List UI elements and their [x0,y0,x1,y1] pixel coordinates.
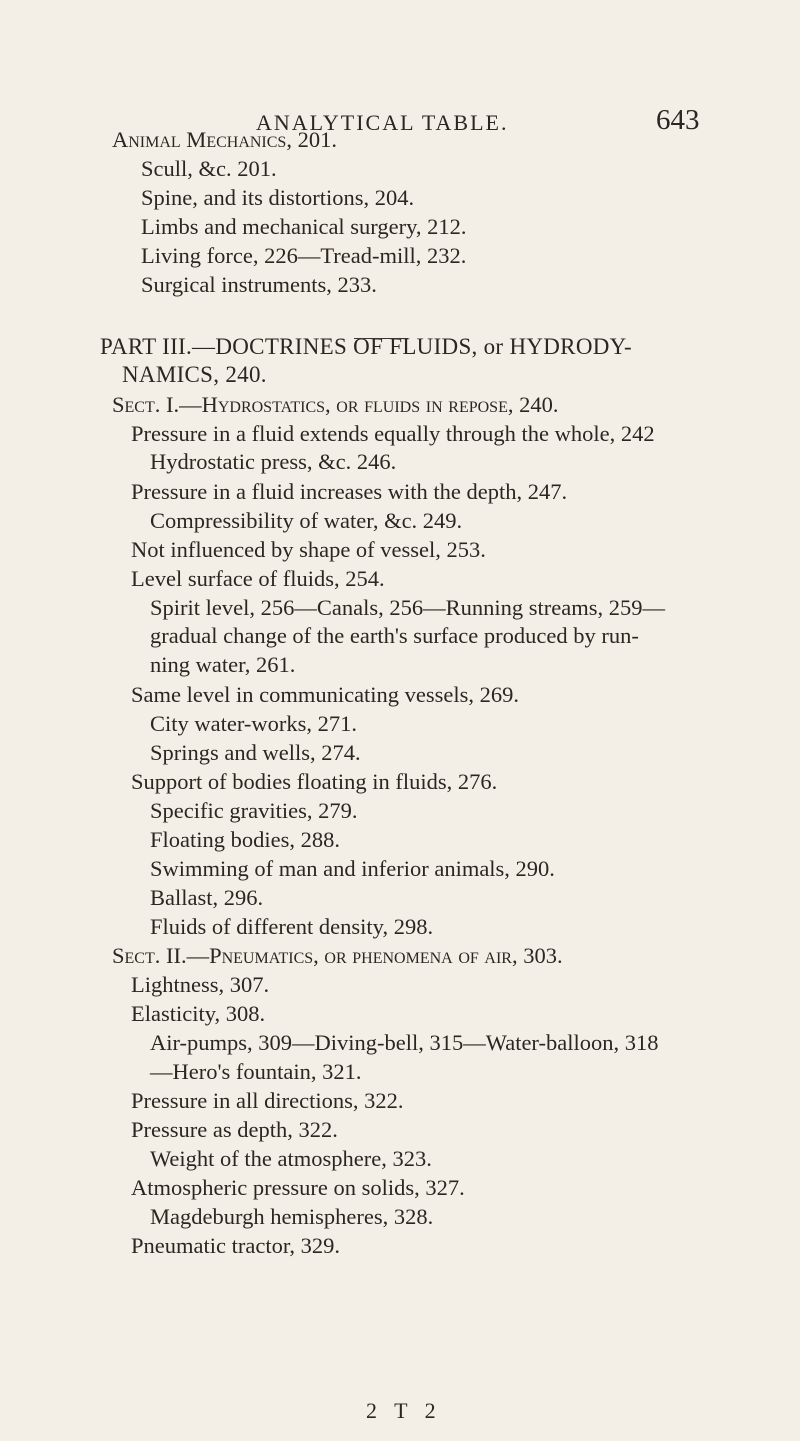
index-entry: Hydrostatic press, &c. 246. [150,449,397,474]
index-entry: Level surface of fluids, 254. [131,566,385,591]
index-entry: Spine, and its distortions, 204. [141,185,415,210]
index-entry: Pressure in a fluid extends equally through the whole, 242 [131,421,655,446]
index-entry: Support of bodies floating in fluids, 276. [131,769,498,794]
section-divider-rule [354,338,408,339]
part-heading: NAMICS, 240. [122,362,267,387]
section-heading: Animal Mechanics, 201. [112,127,337,152]
index-entry: Not influenced by shape of vessel, 253. [131,537,486,562]
signature-mark: 2 T 2 [366,1398,442,1423]
section-heading: Sect. II.—Pneumatics, or phenomena of air, 303. [112,943,563,968]
index-entry: Spirit level, 256—Canals, 256—Running streams, 259— [150,595,665,620]
index-entry: Fluids of different density, 298. [150,914,434,939]
running-title: ANALYTICAL TABLE. [256,110,509,135]
index-entry: Limbs and mechanical surgery, 212. [141,214,467,239]
index-entry: Compressibility of water, &c. 249. [150,508,463,533]
part-heading: PART III.—DOCTRINES OF FLUIDS, or HYDRODY- [100,334,632,359]
index-entry: —Hero's fountain, 321. [150,1059,362,1084]
index-entry: Air-pumps, 309—Diving-bell, 315—Water-balloon, 318 [150,1030,659,1055]
section-heading: Sect. I.—Hydrostatics, or fluids in repose, 240. [112,392,559,417]
index-entry: Living force, 226—Tread-mill, 232. [141,243,467,268]
index-entry: Springs and wells, 274. [150,740,361,765]
index-entry: Magdeburgh hemispheres, 328. [150,1204,434,1229]
index-entry: Surgical instruments, 233. [141,272,377,297]
index-entry: Scull, &c. 201. [141,156,277,181]
index-entry: Pressure in all directions, 322. [131,1088,404,1113]
index-entry: Pressure in a fluid increases with the depth, 247. [131,479,568,504]
index-entry: Same level in communicating vessels, 269. [131,682,520,707]
index-entry: Lightness, 307. [131,972,270,997]
index-entry: ning water, 261. [150,652,296,677]
index-entry: Pressure as depth, 322. [131,1117,338,1142]
index-entry: Floating bodies, 288. [150,827,340,852]
index-entry: Atmospheric pressure on solids, 327. [131,1175,465,1200]
index-entry: gradual change of the earth's surface produced by run- [150,623,639,648]
index-entry: Elasticity, 308. [131,1001,266,1026]
page-number: 643 [656,104,700,136]
index-entry: City water-works, 271. [150,711,358,736]
index-entry: Swimming of man and inferior animals, 290. [150,856,555,881]
index-entry: Pneumatic tractor, 329. [131,1233,341,1258]
index-entry: Specific gravities, 279. [150,798,358,823]
index-entry: Ballast, 296. [150,885,264,910]
index-entry: Weight of the atmosphere, 323. [150,1146,432,1171]
